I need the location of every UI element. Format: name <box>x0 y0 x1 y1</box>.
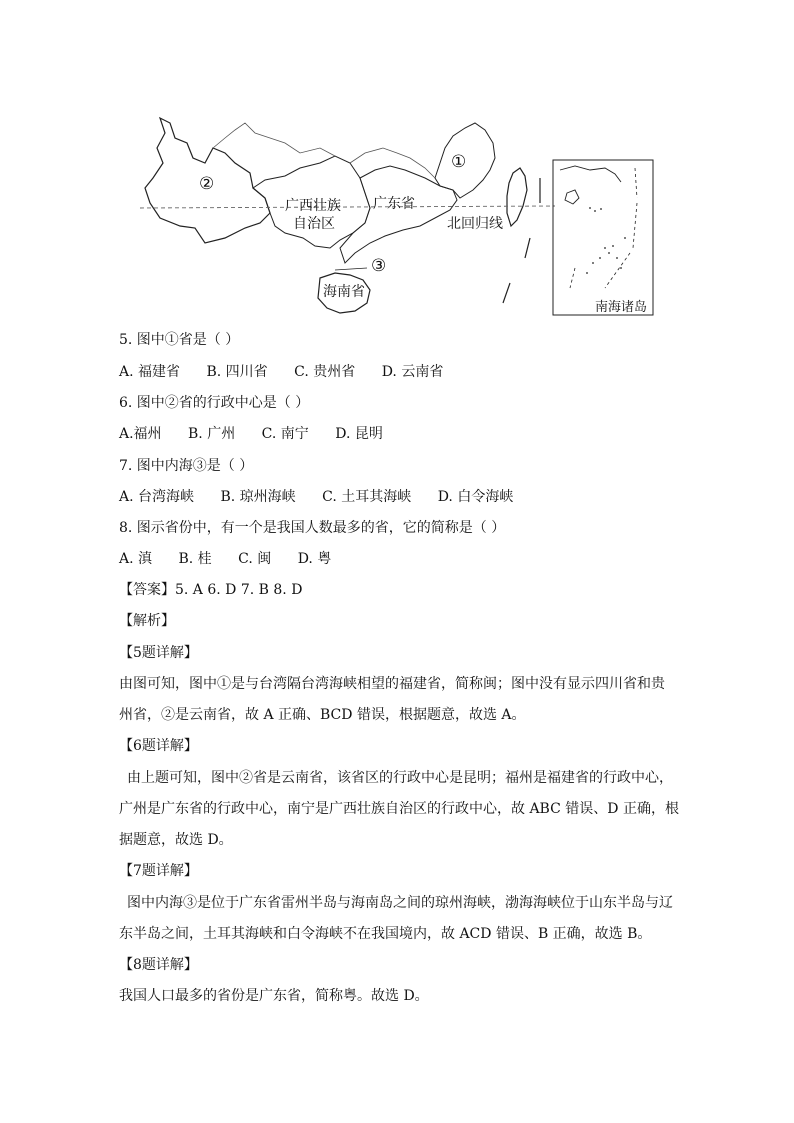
guangxi-label-line2: 自治区 <box>293 216 335 232</box>
province-map <box>135 108 665 323</box>
guangxi-label-line1: 广西壮族 <box>285 198 341 214</box>
analysis-heading: 【解析】 <box>119 613 175 629</box>
boundary-dash-3 <box>503 283 510 303</box>
question-8-options <box>119 549 353 569</box>
option-d: D. 白令海峡 <box>437 489 514 505</box>
option-d: D. 粤 <box>297 551 332 567</box>
question-6-options <box>119 424 405 444</box>
explanation-6-line-2: 广州是广东省的行政中心，南宁是广西壮族自治区的行政中心，故 ABC 错误、D 正确，根 <box>119 801 679 817</box>
inset-label: 南海诸岛 <box>595 300 648 315</box>
guangdong-outline <box>340 166 457 263</box>
explanation-7-heading: 【7题详解】 <box>119 863 198 879</box>
strait-leader <box>335 268 367 270</box>
option-b: B. 四川省 <box>206 364 268 380</box>
option-c: C. 闽 <box>238 551 272 567</box>
option-a: A.福州 <box>119 426 162 442</box>
option-b: B. 广州 <box>188 426 236 442</box>
boundary-dash-2 <box>525 238 530 258</box>
question-7-options <box>119 487 535 507</box>
hainan-label: 海南省 <box>323 284 365 300</box>
tropic-line <box>140 206 555 208</box>
marker-2-label: ② <box>199 174 215 194</box>
inset-dash-1 <box>635 168 637 198</box>
option-a: A. 台湾海峡 <box>119 489 195 505</box>
inset-coast <box>560 166 621 204</box>
explanation-5-heading: 【5题详解】 <box>119 645 198 661</box>
inset-dash-4 <box>570 268 575 288</box>
taiwan-outline <box>507 168 527 226</box>
inset-island-dots <box>586 207 626 274</box>
option-b: B. 琼州海峡 <box>220 489 296 505</box>
explanation-7-line-2: 东半岛之间，土耳其海峡和白令海峡不在我国境内，故 ACD 错误、B 正确，故选 B。 <box>119 926 652 942</box>
inset-dash-2 <box>633 203 637 248</box>
question-5-options <box>119 362 465 382</box>
inset-frame <box>553 160 653 315</box>
explanation-5-line-2: 州省，②是云南省，故 A 正确、BCD 错误，根据题意，故选 A。 <box>119 707 526 723</box>
explanation-5-line-1: 由图可知，图中①是与台湾隔台湾海峡相望的福建省，简称闽；图中没有显示四川省和贵 <box>119 676 665 692</box>
marker-1-label: ① <box>451 152 467 172</box>
question-8-stem: 8. 图示省份中，有一个是我国人数最多的省，它的简称是（ ） <box>119 520 506 536</box>
option-c: C. 南宁 <box>261 426 309 442</box>
inner-boundary <box>213 123 435 178</box>
answer-line: 【答案】5. A 6. D 7. B 8. D <box>119 582 303 598</box>
explanation-6-line-3: 据题意，故选 D。 <box>119 832 233 848</box>
option-a: A. 滇 <box>119 551 153 567</box>
explanation-7-line-1: 图中内海③是位于广东省雷州半岛与海南岛之间的琼州海峡，渤海海峡位于山东半岛与辽 <box>127 895 673 911</box>
option-b: B. 桂 <box>178 551 212 567</box>
tropic-label: 北回归线 <box>447 216 503 232</box>
guangdong-label: 广东省 <box>373 196 415 212</box>
explanation-8-line-1: 我国人口最多的省份是广东省，简称粤。故选 D。 <box>119 988 429 1004</box>
explanation-6-line-1: 由上题可知，图中②省是云南省，该省区的行政中心是昆明；福州是福建省的行政中心， <box>127 770 673 786</box>
explanation-6-heading: 【6题详解】 <box>119 738 198 754</box>
option-c: C. 贵州省 <box>294 364 356 380</box>
question-5-stem: 5. 图中①省是（ ） <box>119 332 240 348</box>
question-7-stem: 7. 图中内海③是（ ） <box>119 458 254 474</box>
marker-3-label: ③ <box>371 256 387 276</box>
option-c: C. 土耳其海峡 <box>322 489 412 505</box>
option-d: D. 昆明 <box>335 426 383 442</box>
question-6-stem: 6. 图中②省的行政中心是（ ） <box>119 395 310 411</box>
map-drawing <box>135 108 665 323</box>
explanation-8-heading: 【8题详解】 <box>119 957 198 973</box>
option-a: A. 福建省 <box>119 364 181 380</box>
option-d: D. 云南省 <box>381 364 444 380</box>
